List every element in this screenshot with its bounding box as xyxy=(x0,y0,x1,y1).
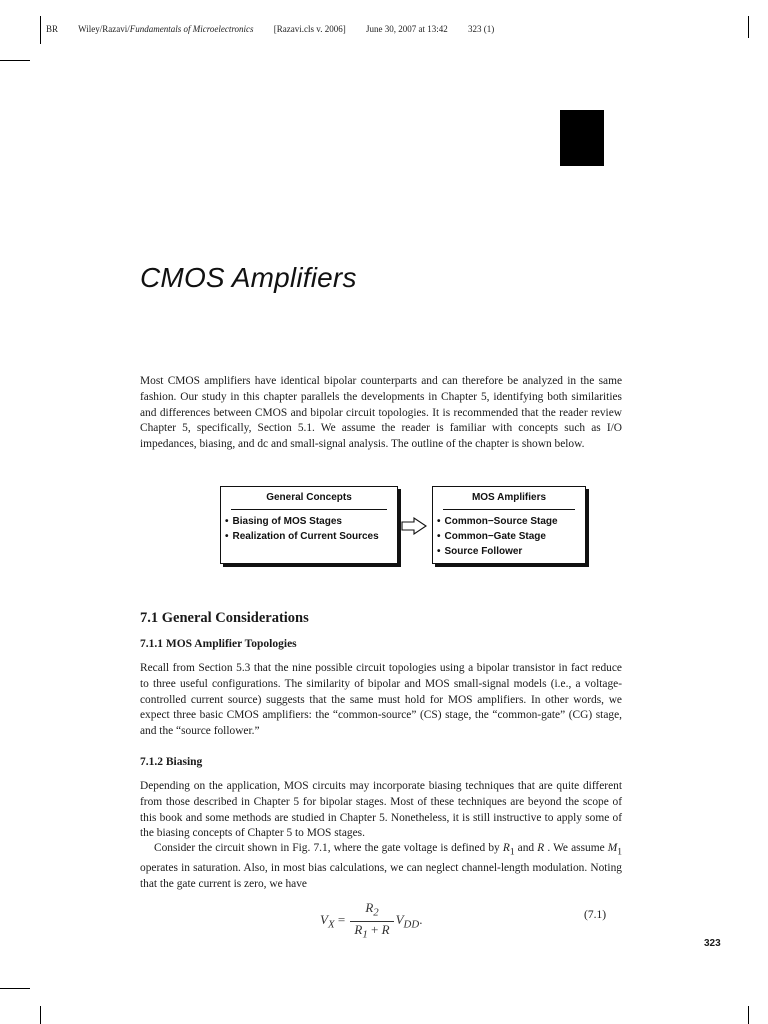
crop-mark xyxy=(748,1006,749,1024)
math-subscript: DD xyxy=(403,918,420,931)
subsection-heading: 7.1.1 MOS Amplifier Topologies xyxy=(140,638,297,650)
math-symbol: V xyxy=(395,912,404,928)
crop-mark xyxy=(40,16,41,44)
running-head-date: June 30, 2007 at 13:42 xyxy=(365,24,448,34)
math-subscript: 2 xyxy=(373,906,379,919)
outline-item: • Source Follower xyxy=(437,544,585,559)
math-subscript: 1 xyxy=(362,928,368,941)
math-symbol: R xyxy=(354,921,363,937)
math-symbol: R xyxy=(381,921,390,937)
intro-paragraph: Most CMOS amplifiers have identical bipolar counterparts and can therefore be analyzed in the same fashion. Our study in this chapter parallels the developments in Chapter 5, identifying both similarities and differences between CMOS and bipolar circuit topologies. It is recommended that the reader review Chapter 5, specifically, Section 5.1. We assume the reader is familiar with concepts such as I/O impedances, biasing, and dc and small-signal analysis. The outline of the chapter is shown below. xyxy=(140,375,622,451)
math-symbol: R xyxy=(537,842,545,854)
page-number: 323 xyxy=(704,938,721,949)
running-head xyxy=(46,24,512,34)
math-operator: . xyxy=(419,912,423,928)
outline-box-mos-amplifiers xyxy=(432,486,586,564)
math-subscript: 1 xyxy=(509,847,515,858)
chapter-title: CMOS Amplifiers xyxy=(140,262,357,293)
math-subscript: 1 xyxy=(617,847,622,858)
running-head-code: BR xyxy=(46,24,59,34)
outline-list xyxy=(221,514,397,544)
topologies-paragraph: Recall from Section 5.3 that the nine possible circuit topologies using a bipolar transistor in fact reduce to three useful configurations. The similarity of bipolar and MOS small-signal models (i.e., a voltage-controlled current source) suggests that the same must hold for MOS amplifiers. In other words, we expect three basic CMOS amplifiers: the “common-source” (CS) stage, the “common-gate” (CG) stage, and the “source follower.” xyxy=(140,662,622,738)
biasing-paragraph-2 xyxy=(140,841,622,893)
outline-list xyxy=(433,514,585,559)
hollow-right-arrow-icon xyxy=(401,517,427,535)
math-symbol: V xyxy=(320,912,328,928)
equation-number: (7.1) xyxy=(584,909,607,921)
math-operator: = xyxy=(334,912,349,928)
crop-mark xyxy=(40,1006,41,1024)
section-heading: 7.1 General Considerations xyxy=(140,610,309,626)
math-symbol: R xyxy=(502,842,510,854)
outline-box-rule xyxy=(443,509,575,510)
text-run: Consider the circuit shown in Fig. 7.1, where the gate voltage is defined by xyxy=(154,842,503,854)
outline-box-general-concepts xyxy=(220,486,398,564)
chapter-thumb-tab xyxy=(560,110,604,166)
crop-mark xyxy=(0,60,30,61)
text-run: and xyxy=(514,842,538,854)
outline-item: • Common−Source Stage xyxy=(437,514,585,529)
outline-box-title: General Concepts xyxy=(266,492,352,503)
subsection-heading: 7.1.2 Biasing xyxy=(140,756,203,768)
equation xyxy=(320,900,422,942)
running-head-publication: Wiley/Razavi/ xyxy=(78,24,130,34)
fraction-denominator xyxy=(350,922,393,943)
math-symbol: M xyxy=(607,842,618,854)
math-fraction xyxy=(350,900,393,942)
outline-box-title: MOS Amplifiers xyxy=(471,492,547,503)
math-operator: + xyxy=(367,921,382,937)
math-symbol: R xyxy=(365,900,374,915)
text-run: . We assume xyxy=(544,842,608,854)
outline-box-rule xyxy=(231,509,387,510)
crop-mark xyxy=(748,16,749,38)
running-head-class-file: [Razavi.cls v. 2006] xyxy=(273,24,346,34)
math-subscript: X xyxy=(327,918,335,931)
fraction-numerator xyxy=(350,900,393,922)
crop-mark xyxy=(0,988,30,989)
outline-item: • Realization of Current Sources xyxy=(225,529,397,544)
biasing-paragraph: Depending on the application, MOS circuits may incorporate biasing techniques that are quite different from those described in Chapter 5 for bipolar stages. Most of these techniques are beyond the scope of this book and some methods are studied in Chapter 5. Nonetheless, it is still instructive to apply some of the biasing concepts of Chapter 5 to MOS stages. xyxy=(140,780,622,840)
running-head-book-title: Fundamentals of Microelectronics xyxy=(129,24,254,34)
outline-item: • Biasing of MOS Stages xyxy=(225,514,397,529)
outline-item: • Common−Gate Stage xyxy=(437,529,585,544)
text-run: operates in saturation. Also, in most bias calculations, we can neglect channel-length modulation. Noting that the gate current is zero, we have xyxy=(140,862,622,890)
running-head-page-ref: 323 (1) xyxy=(467,24,495,34)
